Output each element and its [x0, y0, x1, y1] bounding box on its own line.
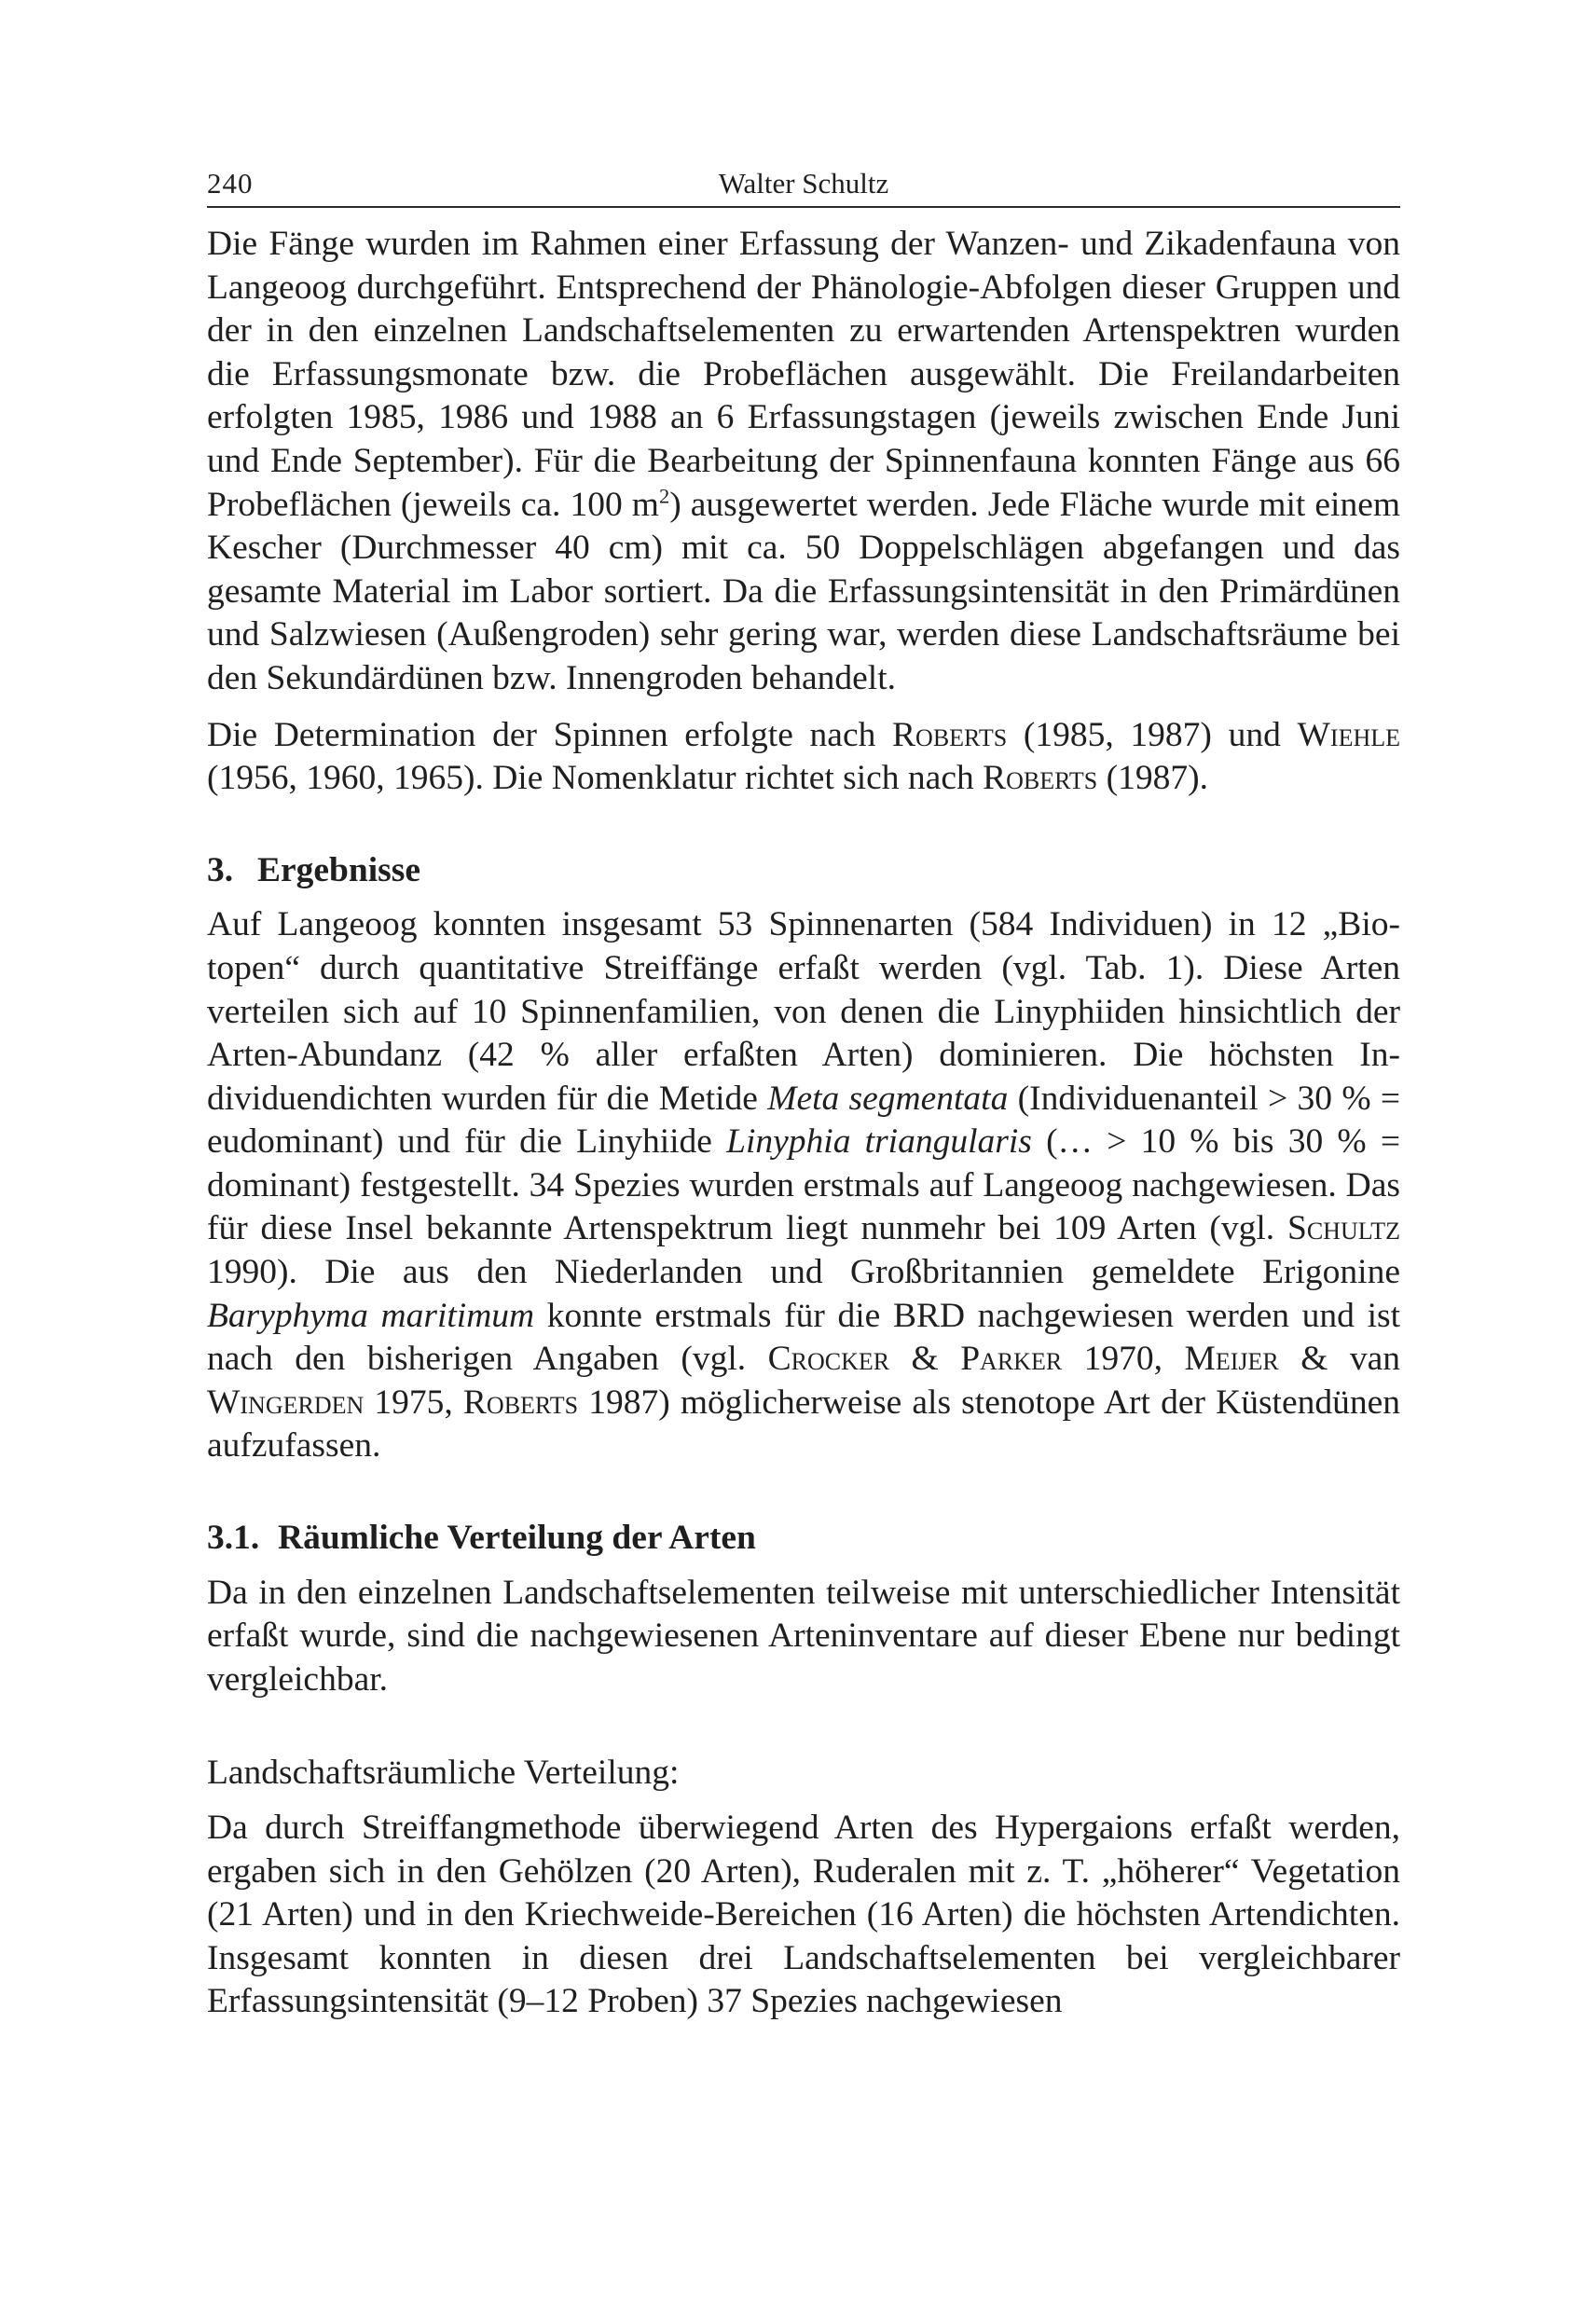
author-citation: Schultz [1286, 1209, 1400, 1248]
author-citation: Roberts [892, 715, 1008, 754]
running-header [207, 154, 1400, 208]
author-citation: Crocker [767, 1340, 890, 1379]
determination-paragraph: Die Determination der Spinnen erfolgte nach Roberts (1985, 1987) und Wiehle (1956, 1960, 1965). Die Nomenklatur richtet sich nach Roberts (1987). [207, 715, 1400, 798]
results-paragraph: Auf Langeoog konnten insgesamt 53 Spinnenarten (584 Individuen) in 12 „Biotopen“ durch quantitative Streiffänge erfaßt werden (vgl. Tab. 1). Diese Arten verteilen sich auf 10 Spinnenfamilien, von denen die Linyphiiden hinsichtlich der Arten-Abundanz (42 % aller erfaßten Arten) dominieren. Die höchsten Individuendichten wurden für die Metide Meta segmentata (Individuenanteil > 30 % = eudominant) und für die Linyhiide Linyphia triangularis (… > 10 % bis 30 % = dominant) festgestellt. 34 Spezies wurden erstmals auf Langeoog nachgewiesen. Das für diese Insel bekannte Artenspektrum liegt nunmehr bei 109 Arten (vgl. Schultz 1990). Die aus den Niederlanden und Großbritannien gemeldete Erigonine Baryphyma maritimum konnte erstmals für die BRD nachgewiesen werden und ist nach den bisherigen Angaben (vgl. Crocker & Parker 1970, Meijer & van Wingerden 1975, Roberts 1987) möglicherweise als stenotope Art der Küstendünen aufzufassen. [207, 905, 1401, 1466]
document-page [207, 154, 1400, 2024]
author-citation: Wiehle [1297, 715, 1400, 754]
author-citation: Meijer [1184, 1340, 1279, 1379]
spatial-intro-paragraph: Da in den einzelnen Landschaftselementen teilweise mit unterschiedlicher Intensität erfaßt wurde, sind die nachgewiesenen Arteninventare auf dieser Ebene nur bedingt vergleichbar. [207, 1573, 1400, 1699]
section-heading-results: 3. Ergebnisse [207, 850, 421, 889]
subheading-landscape-distribution: Landschaftsräumliche Verteilung: [207, 1754, 680, 1793]
page-number: 240 [207, 167, 254, 200]
landscape-paragraph: Da durch Streiffangmethode überwiegend Arten des Hypergaions erfaßt werden, ergaben sich in den Gehölzen (20 Arten), Ruderalen mit z. T. „höherer“ Vegetation (21 Arten) und in den Kriechweide-Bereichen (16 Arten) die höchsten Artendichten. Insgesamt konnten in diesen drei Landschaftselementen bei vergleichbarer Erfassungsintensität (9–12 Proben) 37 Spezies nachgewiesen [207, 1809, 1400, 2021]
author-citation: Roberts [983, 759, 1098, 798]
species-name: Linyphia triangularis [726, 1122, 1032, 1162]
species-name: Meta segmentata [767, 1079, 1009, 1118]
running-head-author: Walter Schultz [718, 167, 889, 200]
section-heading-spatial-distribution: 3.1. Räumliche Verteilung der Arten [207, 1519, 756, 1558]
author-citation: Parker [960, 1340, 1063, 1379]
methods-paragraph: Die Fänge wurden im Rahmen einer Erfassung der Wanzen- und Zikadenfauna von Langeoog durchgeführt. Entsprechend der Phänologie-Abfolgen dieser Gruppen und der in den einzelnen Landschaftselementen zu erwartenden Artenspektren wurden die Erfassungsmonate bzw. die Probeflächen ausgewählt. Die Freilandarbeiten erfolgten 1985, 1986 und 1988 an 6 Erfassungstagen (jeweils zwischen Ende Juni und Ende September). Für die Bearbeitung der Spinnenfauna konnten Fänge aus 66 Probeflächen (jeweils ca. 100 $m^2$) ausgewertet werden. Jede Fläche wurde mit einem Kescher (Durchmesser 40 cm) mit ca. 50 Doppelschlägen abgefangen und das gesamte Material im Labor sortiert. Da die Erfassungsintensität in den Primärdünen und Salzwiesen (Außengroden) sehr gering war, werden diese Landschaftsräume bei den Sekundärdünen bzw. Innengroden behandelt. [207, 225, 1401, 697]
species-name: Baryphyma maritimum [207, 1296, 535, 1335]
author-citation: Roberts [462, 1383, 579, 1422]
author-citation: Wingerden [207, 1383, 365, 1422]
